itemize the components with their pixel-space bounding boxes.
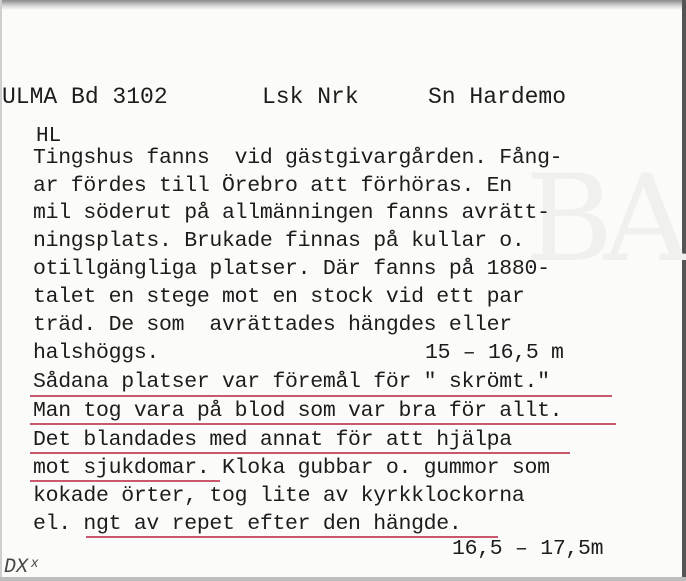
underline-5: [86, 536, 498, 538]
landskap-code: Lsk Nrk: [262, 84, 359, 110]
card-right-edge: [682, 0, 686, 581]
text-line-2: ar fördes till Örebro att förhöras. En: [33, 174, 512, 198]
text-line-1: Tingshus fanns vid gästgivargården. Fång-: [33, 146, 563, 170]
text-line-4: ningsplats. Brukade finnas på kullar o.: [33, 229, 525, 253]
footer-mark: DXˣ: [4, 556, 41, 579]
text-line-11: Det blandades med annat för att hjälpa: [33, 428, 512, 452]
underline-3: [30, 452, 570, 454]
reference-range-2: 16,5 – 17,5m: [452, 537, 604, 561]
text-line-13: kokade örter, tog lite av kyrkklockorna: [33, 484, 525, 508]
reference-range-1: 15 – 16,5 m: [425, 341, 564, 365]
text-line-6: talet en stege mot en stock vid ett par: [33, 285, 525, 309]
text-line-3: mil söderut på allmänningen fanns avrätt-: [33, 201, 550, 225]
text-line-5: otillgängliga platser. Där fanns på 1880-: [33, 257, 550, 281]
socken-name: Sn Hardemo: [428, 84, 567, 110]
text-line-9: Sådana platser var föremål för " skrömt.": [33, 370, 550, 394]
card-top-edge: [0, 0, 686, 10]
text-line-8: halshöggs.: [33, 341, 160, 365]
archive-code: ULMA Bd 3102: [2, 84, 168, 110]
text-line-14: el. ngt av repet efter den hängde.: [33, 512, 462, 536]
bleed-through-shadow: BA: [525, 150, 680, 289]
underline-1: [30, 395, 612, 397]
text-line-7: träd. De som avrättades hängdes eller: [33, 313, 512, 337]
informant-code: HL: [36, 125, 62, 148]
card-bottom-edge: [0, 577, 686, 581]
underline-4: [30, 480, 220, 482]
underline-2: [30, 423, 616, 425]
text-line-12: mot sjukdomar. Kloka gubbar o. gummor som: [33, 456, 550, 480]
text-line-10: Man tog vara på blod som var bra för allt.: [33, 399, 563, 423]
